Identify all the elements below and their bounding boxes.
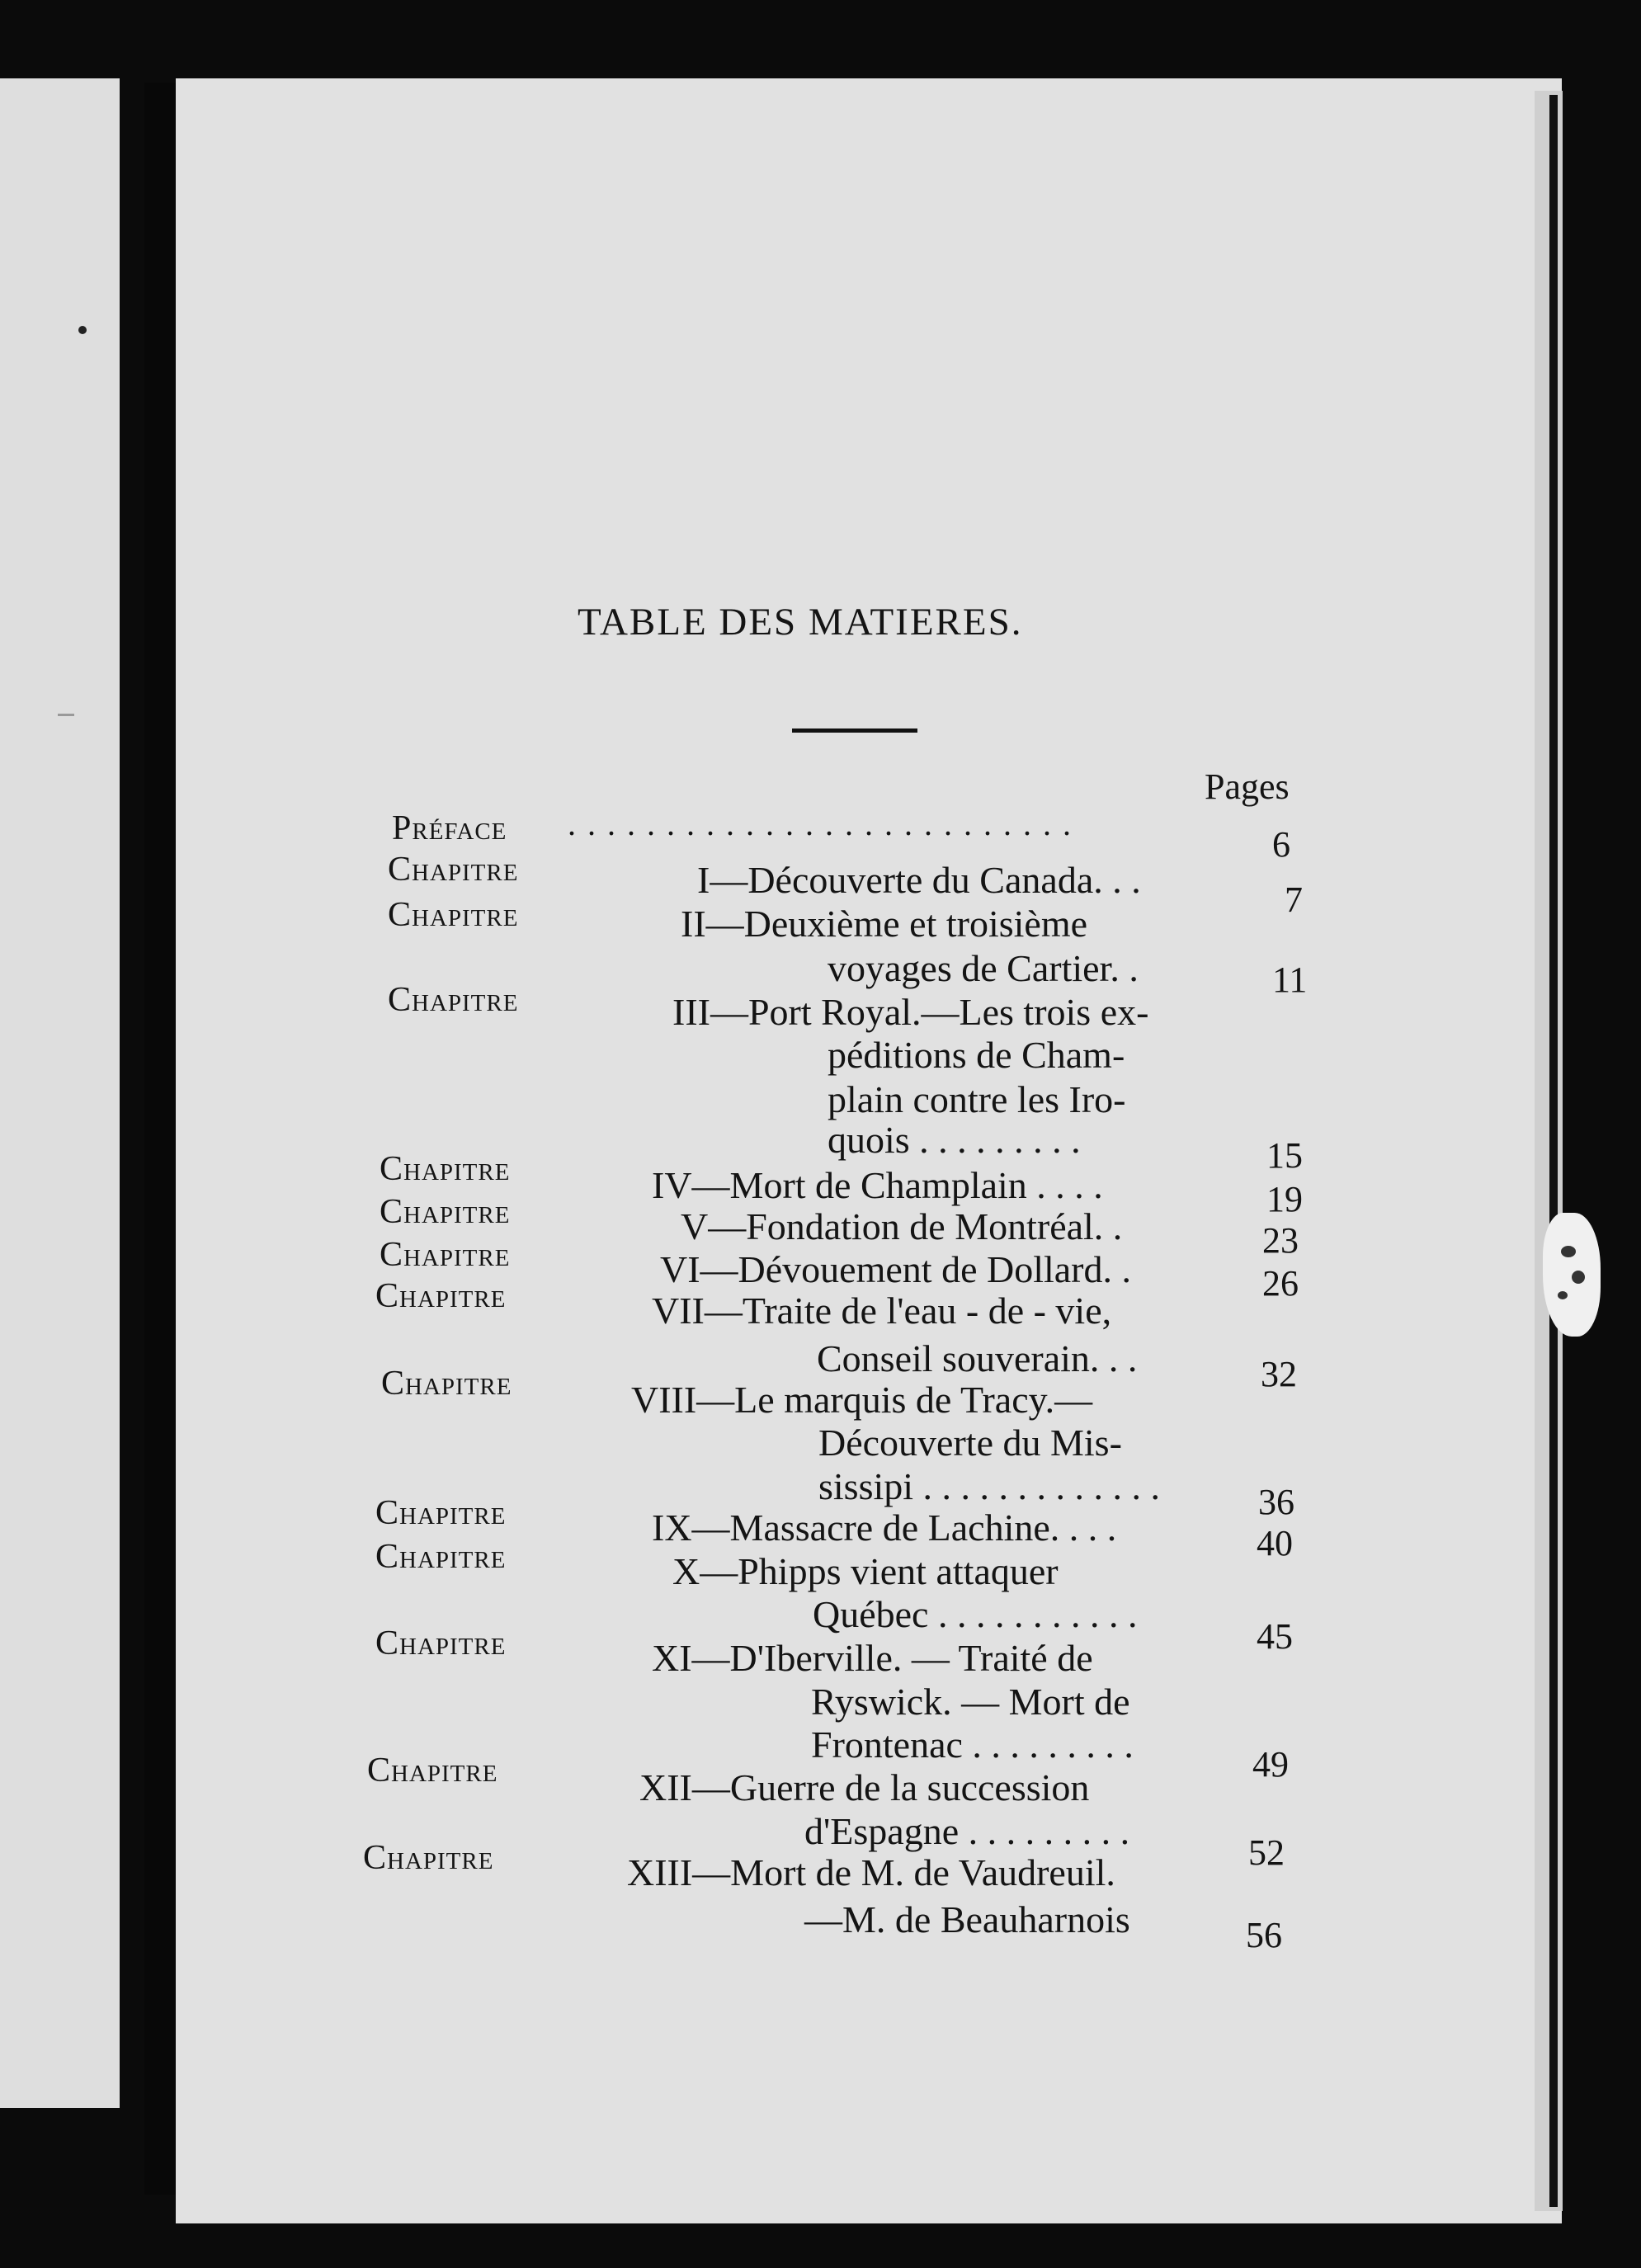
chapter-line: d'Espagne . . . . . . . . .: [804, 1810, 1130, 1852]
chapter-line: —M. de Beauharnois: [804, 1898, 1130, 1940]
chapter-label: Chapitre: [363, 1839, 494, 1877]
chapter-line: Conseil souverain. . .: [817, 1337, 1138, 1379]
page-number: 40: [1257, 1523, 1293, 1563]
chapter-label: Chapitre: [375, 1277, 507, 1315]
page-number: 49: [1252, 1744, 1289, 1785]
chapter-line: XI—D'Iberville. — Traité de: [652, 1637, 1093, 1679]
page-number: 52: [1248, 1832, 1285, 1873]
chapter-line: péditions de Cham-: [828, 1034, 1125, 1076]
chapter-label: Chapitre: [380, 1150, 511, 1188]
chapter-line: II—Deuxième et troisième: [681, 903, 1088, 945]
chapter-line: IV—Mort de Champlain . . . .: [652, 1164, 1103, 1206]
chapter-label: Chapitre: [375, 1494, 507, 1532]
book-spine: [144, 83, 176, 2195]
chapter-line: XII—Guerre de la succession: [639, 1766, 1090, 1808]
pages-heading: Pages: [1205, 766, 1290, 807]
chapter-line: Québec . . . . . . . . . . .: [813, 1593, 1138, 1635]
page-number: 56: [1246, 1915, 1282, 1955]
chapter-line: I—Découverte du Canada. . .: [697, 859, 1141, 901]
chapter-line: III—Port Royal.—Les trois ex-: [672, 991, 1149, 1033]
chapter-label: Chapitre: [388, 981, 519, 1019]
page-number: 26: [1262, 1263, 1299, 1304]
chapter-label: Chapitre: [375, 1538, 507, 1576]
left-page-edge: [0, 78, 120, 2108]
page-edge: [1535, 91, 1563, 2211]
preface-label: Préface: [392, 809, 507, 847]
ink-mark: [58, 714, 74, 716]
chapter-line: Ryswick. — Mort de: [811, 1681, 1130, 1723]
page-number: 32: [1261, 1354, 1297, 1394]
chapter-label: Chapitre: [388, 896, 519, 934]
chapter-line: XIII—Mort de M. de Vaudreuil.: [627, 1851, 1115, 1893]
chapter-label: Chapitre: [380, 1236, 511, 1274]
chapter-line: quois . . . . . . . . .: [828, 1119, 1081, 1161]
ink-dot: [78, 326, 87, 334]
toc-title: TABLE DES MATIERES.: [578, 601, 1023, 644]
chapter-label: Chapitre: [375, 1624, 507, 1662]
page-edge-shadow: [1549, 95, 1558, 2207]
chapter-line: voyages de Cartier. .: [828, 947, 1139, 989]
chapter-line: VII—Traite de l'eau - de - vie,: [652, 1290, 1112, 1332]
chapter-label: Chapitre: [380, 1193, 511, 1231]
chapter-line: VI—Dévouement de Dollard. .: [660, 1248, 1132, 1290]
preface-page: 6: [1272, 824, 1290, 865]
page-number: 11: [1272, 960, 1308, 1000]
page-number: 19: [1266, 1179, 1303, 1219]
chapter-label: Chapitre: [381, 1365, 512, 1403]
chapter-line: sissipi . . . . . . . . . . . . .: [818, 1465, 1161, 1507]
paper-damage: [1543, 1213, 1601, 1337]
page-number: 15: [1266, 1135, 1303, 1176]
page-number: 23: [1262, 1220, 1299, 1261]
chapter-line: X—Phipps vient attaquer: [672, 1550, 1059, 1592]
chapter-line: VIII—Le marquis de Tracy.—: [631, 1379, 1093, 1421]
chapter-label: Chapitre: [388, 851, 519, 889]
chapter-label: Chapitre: [367, 1752, 498, 1789]
chapter-line: V—Fondation de Montréal. .: [681, 1205, 1123, 1247]
chapter-line: Frontenac . . . . . . . . .: [811, 1723, 1134, 1766]
chapter-line: IX—Massacre de Lachine. . . .: [652, 1506, 1117, 1549]
page-number: 45: [1257, 1616, 1293, 1657]
page-number: 7: [1285, 879, 1303, 920]
chapter-line: plain contre les Iro-: [828, 1078, 1126, 1120]
page-number: 36: [1258, 1482, 1294, 1522]
preface-leader: . . . . . . . . . . . . . . . . . . . . . . . . . .: [568, 805, 1073, 842]
title-rule: [792, 728, 917, 733]
chapter-line: Découverte du Mis-: [818, 1422, 1122, 1464]
